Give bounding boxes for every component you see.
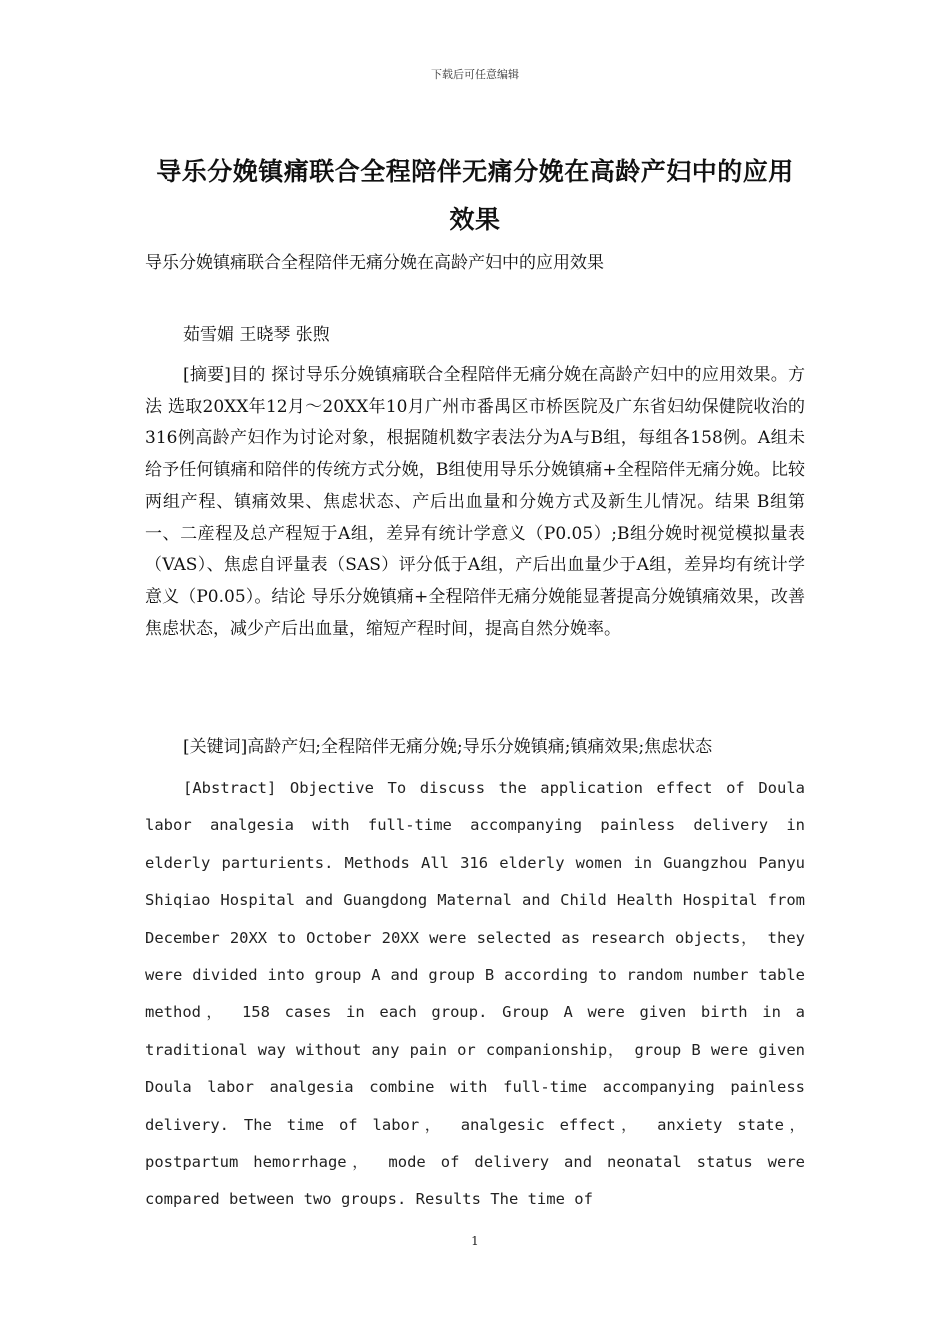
chinese-abstract: [摘要]目的 探讨导乐分娩镇痛联合全程陪伴无痛分娩在高龄产妇中的应用效果。方法 选取20XX年12月～20XX年10月广州市番禺区市桥医院及广东省妇幼保健院收治的316例高龄产妇作为讨论对象，根据随机数字表法分为A与B组，每组各158例。A组未给予任何镇痛和陪伴的传统方式分娩，B组使用导乐分娩镇痛+全程陪伴无痛分娩。比较两组产程、镇痛效果、焦虑状态、产后出血量和分娩方式及新生儿情况。结果 B组第一、二産程及总产程短于A组，差异有统计学意义（P0.05）;B组分娩时视觉模拟量表（VAS）、焦虑自评量表（SAS）评分低于A组，产后出血量少于A组，差异均有统计学意义（P0.05）。结论 导乐分娩镇痛+全程陪伴无痛分娩能显著提高分娩镇痛效果，改善焦虑状态，减少产后出血量，缩短产程时间，提高自然分娩率。 <box>145 365 805 639</box>
page-number: 1 <box>471 1234 479 1248</box>
document-subtitle: 导乐分娩镇痛联合全程陪伴无痛分娩在高龄产妇中的应用效果 <box>145 253 604 273</box>
english-abstract: [Abstract] Objective To discuss the application effect of Doula labor analgesia with full-time accompanying painless delivery in elderly parturients. Methods All 316 elderly women in Guangzhou Panyu Shiqiao Hospital and Guangdong Maternal and Child Health Hospital from December 20XX to October 20XX were selected as research objects， they were divided into group A and group B according to random number table method， 158 cases in each group. Group A were given birth in a traditional way without any pain or companionship， group B were given Doula labor analgesia combine with full-time accompanying painless delivery. The time of labor， analgesic effect， anxiety state， postpartum hemorrhage， mode of delivery and neonatal status were compared between two groups. Results The time of <box>145 779 805 1209</box>
header-note: 下载后可任意编辑 <box>431 68 519 81</box>
authors-line: 茹雪媚 王晓琴 张煦 <box>183 325 330 345</box>
document-title: 导乐分娩镇痛联合全程陪伴无痛分娩在高龄产妇中的应用效果 <box>156 157 794 234</box>
keywords: [关键词]高龄产妇;全程陪伴无痛分娩;导乐分娩镇痛;镇痛效果;焦虑状态 <box>183 737 713 757</box>
